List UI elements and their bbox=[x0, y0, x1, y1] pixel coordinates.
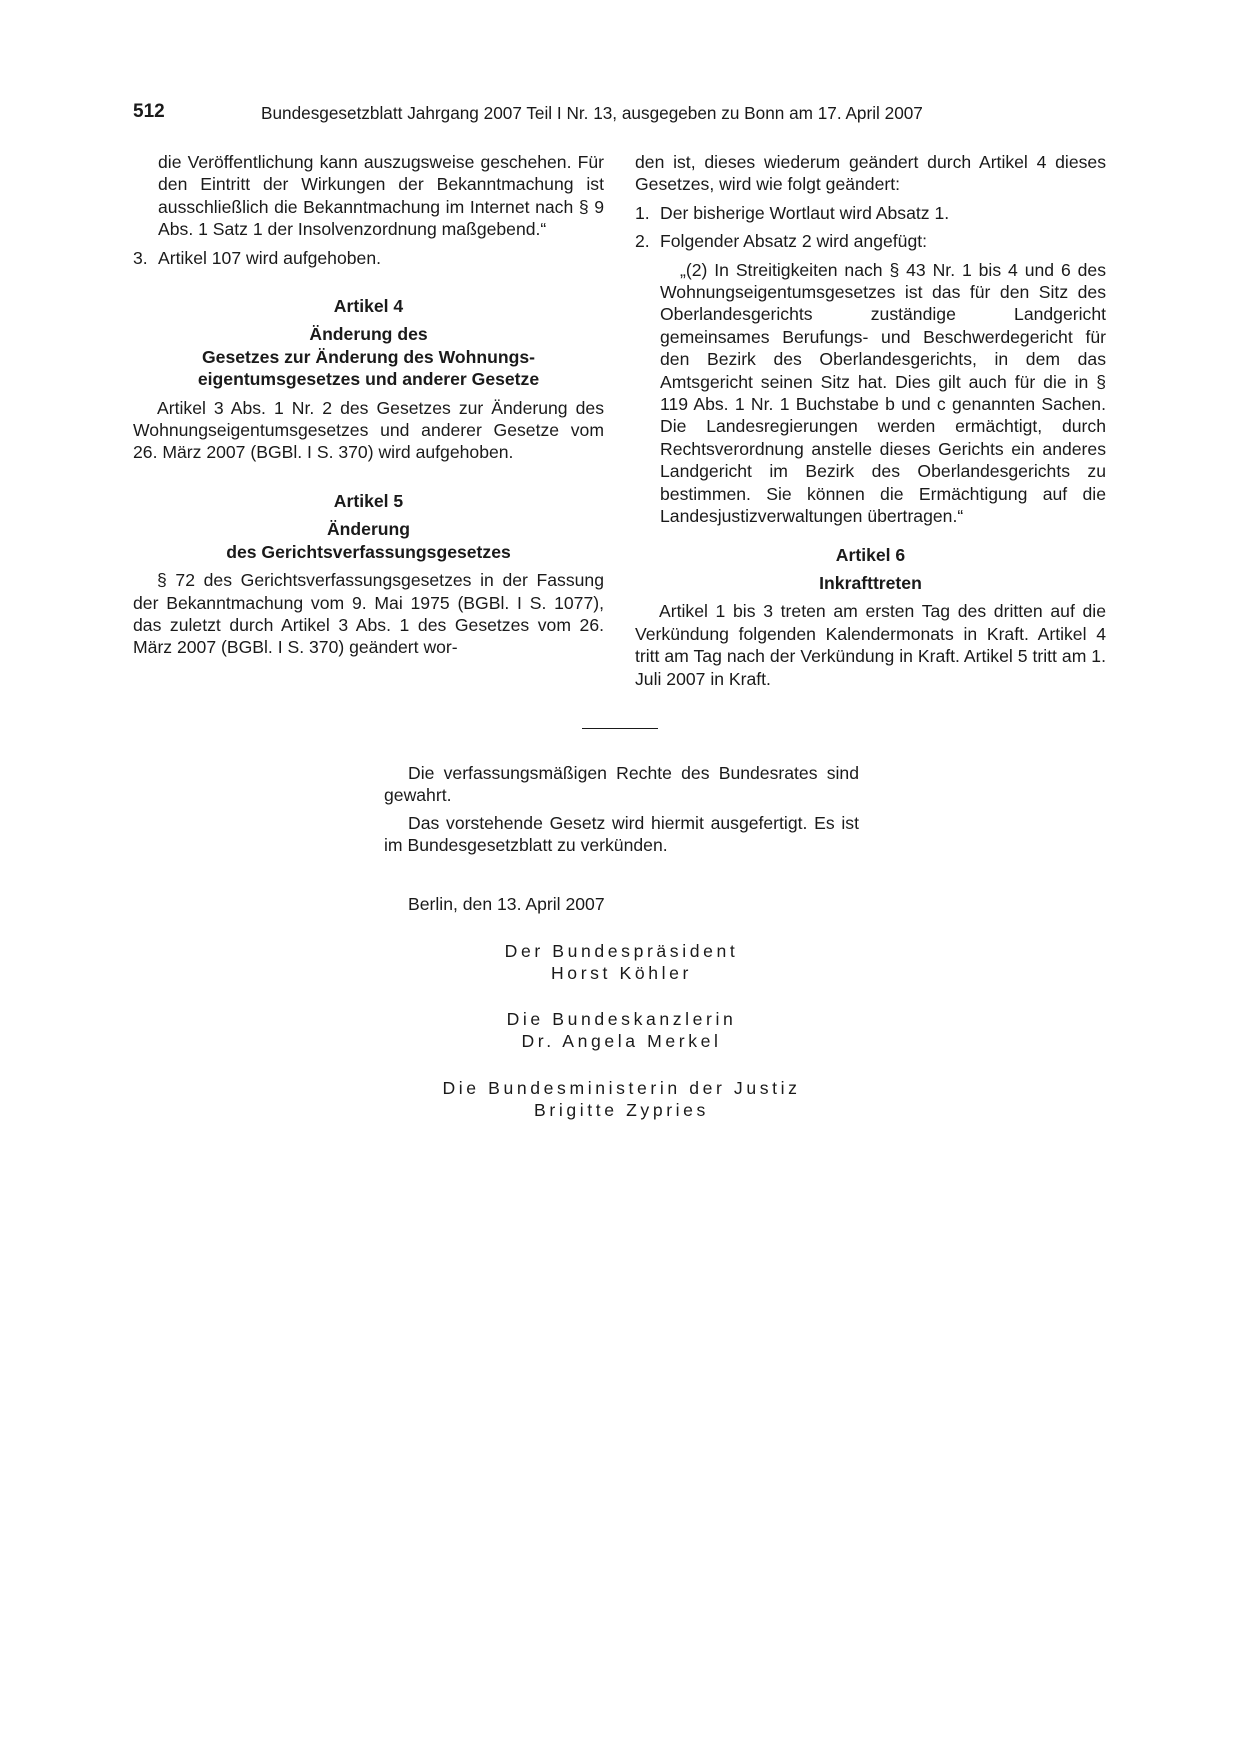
article-5-heading-line-1: Änderung bbox=[326, 519, 411, 540]
inserted-paragraph-quote: „(2) In Streitigkeiten nach § 43 Nr. 1 bis 4 und 6 des Wohnungseigentumsgesetzes ist das für den Sitz des Oberlandesgerichts zuständige Landgericht gemeinsames Berufungs- und Beschwerdegericht für den Bezirk des Oberlandesgerichts, in dem das Amtsgericht seinen Sitz hat. Dies gilt auch für die in § 119 Abs. 1 Nr. 1 Buchstabe b und c genannten Sachen. Die Landesregierungen werden ermächtigt, durch Rechtsverordnung anstelle dieses Gerichts ein anderes Landgericht im Bezirk des Oberlandesgerichts zu bestimmen. Sie können die Ermächtigung auf die Landesjustizverwaltungen übertragen.“ bbox=[660, 259, 1106, 527]
list-text: Folgender Absatz 2 wird angefügt: bbox=[660, 231, 928, 252]
list-text: Der bisherige Wortlaut wird Absatz 1. bbox=[660, 202, 950, 223]
signature-name: Dr. Angela Merkel bbox=[521, 1031, 722, 1052]
article-5-text: § 72 des Gerichtsverfassungsgesetzes in der Fassung der Bekanntmachung vom 9. Mai 1975 (BGBl. I S. 1077), das zuletzt durch Artikel 3 Abs. 1 des Gesetzes vom 26. März 2007 (BGBl. I S. 370) geändert wor- bbox=[133, 570, 604, 658]
right-continuation-text: den ist, dieses wiederum geändert durch Artikel 4 dieses Gesetzes, wird wie folgt geändert: bbox=[635, 152, 1106, 195]
list-number: 2. bbox=[635, 231, 650, 252]
execution-text: Das vorstehende Gesetz wird hiermit ausgefertigt. Es ist im Bundesgesetzblatt zu verkünden. bbox=[384, 812, 859, 856]
list-text: Artikel 107 wird aufgehoben. bbox=[158, 247, 381, 268]
place-date: Berlin, den 13. April 2007 bbox=[408, 893, 605, 914]
signature-name: Horst Köhler bbox=[551, 963, 692, 984]
page-number: 512 bbox=[133, 101, 165, 122]
left-column bbox=[133, 151, 604, 659]
signature-president bbox=[384, 940, 859, 985]
list-number: 1. bbox=[635, 202, 650, 223]
signature-name: Brigitte Zypries bbox=[534, 1100, 709, 1121]
bundesrat-rights-text: Die verfassungsmäßigen Rechte des Bundesrates sind gewahrt. bbox=[384, 763, 859, 806]
list-number: 3. bbox=[133, 247, 148, 268]
article-4-heading-line-3: eigentumsgesetzes und anderer Gesetze bbox=[197, 369, 540, 390]
left-continuation-text: die Veröffentlichung kann auszugsweise geschehen. Für den Eintritt der Wirkungen der Bekanntmachung ist ausschließlich die Bekanntmachung im Internet nach § 9 Abs. 1 Satz 1 der Insolvenzordnung maßgebend.“ bbox=[158, 152, 604, 240]
closing-formula bbox=[384, 762, 859, 915]
running-head: Bundesgesetzblatt Jahrgang 2007 Teil I Nr. 13, ausgegeben zu Bonn am 17. April 2007 bbox=[261, 103, 923, 123]
article-6-text: Artikel 1 bis 3 treten am ersten Tag des dritten auf die Verkündung folgenden Kalendermonats in Kraft. Artikel 4 tritt am Tag nach der Verkündung in Kraft. Artikel 5 tritt am 1. Juli 2007 in Kraft. bbox=[635, 601, 1106, 689]
article-5-heading-line-2: des Gerichtsverfassungsgesetzes bbox=[226, 541, 511, 562]
signature-chancellor bbox=[384, 1008, 859, 1053]
separator-rule bbox=[582, 728, 658, 729]
article-4-text: Artikel 3 Abs. 1 Nr. 2 des Gesetzes zur Änderung des Wohnungseigentumsgesetzes und anderer Gesetze vom 26. März 2007 (BGBl. I S. 370) wird aufgehoben. bbox=[133, 397, 604, 463]
article-4-heading-line-2: Gesetzes zur Änderung des Wohnungs- bbox=[201, 346, 535, 367]
signature-office: Die Bundeskanzlerin bbox=[506, 1009, 737, 1029]
right-column bbox=[635, 151, 1106, 690]
article-6-heading: Inkrafttreten bbox=[819, 572, 922, 593]
signature-justice-minister bbox=[384, 1077, 859, 1122]
article-5-title: Artikel 5 bbox=[333, 490, 404, 511]
list-item-2 bbox=[635, 230, 1106, 252]
article-4-heading-line-1: Änderung des bbox=[309, 324, 428, 345]
signature-office: Die Bundesministerin der Justiz bbox=[442, 1078, 801, 1098]
page-header bbox=[133, 101, 1113, 125]
signature-office: Der Bundespräsident bbox=[504, 941, 739, 961]
article-4-title: Artikel 4 bbox=[333, 296, 404, 317]
article-6-title: Artikel 6 bbox=[835, 544, 906, 565]
list-item-3 bbox=[133, 247, 604, 269]
list-item-1 bbox=[635, 202, 1106, 224]
